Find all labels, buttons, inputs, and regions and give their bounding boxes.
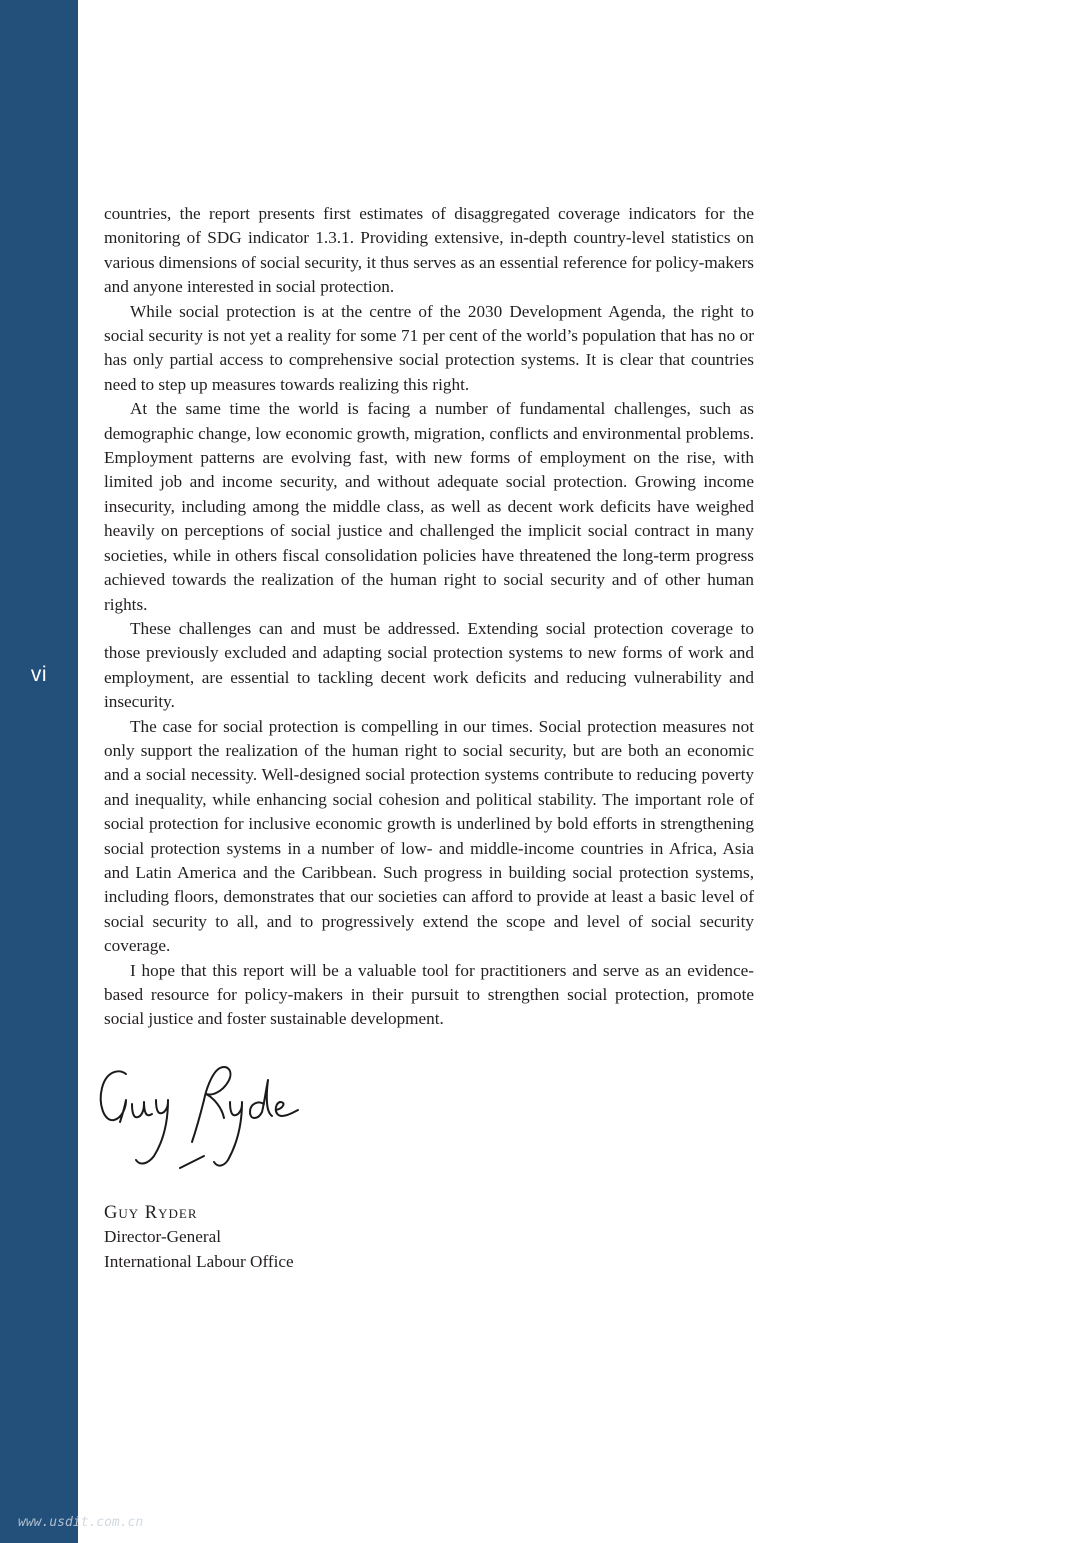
paragraph-5: The case for social protection is compelling in our times. Social protection measures not only support the realization of the human right to social security, but are both an economic and a social necessity. Well-designed social protection systems contribute to reducing poverty and inequality, while enhancing social cohesion and political stability. The important role of social protection for inclusive economic growth is underlined by bold efforts in strengthening social protection systems in a number of low- and middle-income countries in Africa, Asia and Latin America and the Caribbean. Such progress in building social protection systems, including floors, demonstrates that our societies can afford to provide at least a basic level of social security to all, and to progressively extend the scope and level of social security coverage. <box>104 716 754 956</box>
signatory-title: Director-General <box>104 1227 222 1247</box>
paragraph-3: At the same time the world is facing a number of fundamental challenges, such as demographic change, low economic growth, migration, conflicts and environmental problems. Employment patterns are evolving fast, with new forms of employment on the rise, with limited job and income security, and without adequate social protection. Growing income insecurity, including among the middle class, as well as decent work deficits have weighed heavily on perceptions of social justice and challenged the implicit social contract in many societies, while in others fiscal consolidation policies have threatened the long-term progress achieved towards the realization of the human right to social security and of other human rights. <box>104 399 754 614</box>
paragraph-2: While social protection is at the centre of the 2030 Development Agenda, the right to social security is not yet a reality for some 71 per cent of the world’s population that has no or has only partial access to comprehensive social protection systems. It is clear that countries need to step up measures towards realizing this right. <box>104 301 754 394</box>
paragraph-6: I hope that this report will be a valuable tool for practitioners and serve as an evidence-based resource for policy-makers in their pursuit to strengthen social protection, promote social justice and foster sustainable development. <box>104 960 754 1029</box>
signature-image <box>96 1060 306 1176</box>
watermark: www.usdit.com.cn <box>18 1515 144 1530</box>
page-number: vi <box>30 663 48 686</box>
signatory-block <box>104 1201 294 1274</box>
paragraph-4: These challenges can and must be addressed. Extending social protection coverage to those previously excluded and adapting social protection systems to new forms of work and employment, are essential to tackling decent work deficits and reducing vulnerability and insecurity. <box>104 618 754 712</box>
body-text <box>104 202 754 1032</box>
sidebar-band <box>0 0 78 1543</box>
paragraph-1: countries, the report presents first estimates of disaggregated coverage indicators for the monitoring of SDG indicator 1.3.1. Providing extensive, in-depth country-level statistics on various dimensions of social security, it thus serves as an essential reference for policy-makers and anyone interested in social protection. <box>104 204 754 297</box>
signatory-name: Guy Ryder <box>104 1203 198 1223</box>
signatory-organization: International Labour Office <box>104 1251 294 1271</box>
